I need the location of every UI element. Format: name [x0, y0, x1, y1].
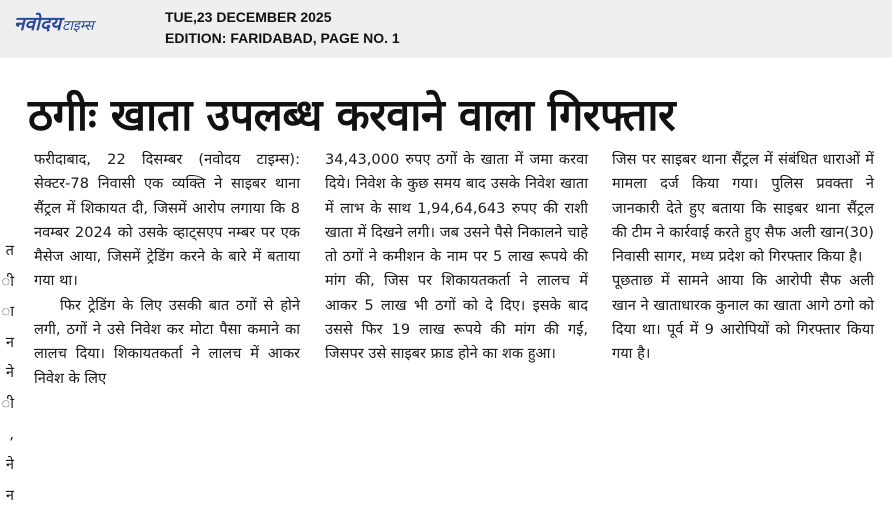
logo-sub-text: टाइम्स — [62, 18, 94, 34]
article-paragraph: 34,43,000 रुपए ठगों के खाता में जमा करवा दिये। निवेश के कुछ समय बाद उसके निवेश खाता में लाभ के साथ 1,94,64,643 रुपए की राशी खाता में दिखने लगी। जब उसने पैसे निकालने चाहे तो ठगों ने कमीशन के नाम पर 5 लाख रूपये की मांग की, जिस पर शिकायतकर्ता ने लालच में आकर 5 लाख भी ठगों को दे दिए। इसके बाद उससे फिर 19 लाख रूपये की मांग की गई, जिसपर उसे साइबर फ्राड होने का शक हुआ। — [325, 151, 588, 363]
article-headline: ठगीः खाता उपलब्ध करवाने वाला गिरफ्तार — [28, 90, 676, 141]
edge-fragment: न — [5, 486, 14, 504]
article-paragraph: फरीदाबाद, 22 दिसम्बर (नवोदय टाइम्स): सेक्टर-78 निवासी एक व्यक्ति ने साइबर थाना सैंट्रल में शिकायत दी, जिसमें आरोप लगाया कि 8 नवम्बर 2024 को उसके व्हाट्सएप नम्बर पर एक मैसेज आया, जिसमें ट्रेडिंग करने के बारे में बताया गया था। — [34, 151, 300, 290]
article-column-1 — [34, 148, 300, 391]
edge-fragment: ा — [1, 303, 14, 321]
article-paragraph: फिर ट्रेडिंग के लिए उसकी बात ठगों से होने लगी, ठगों ने उसे निवेश कर मोटा पैसा कमाने का लालच दिया। शिकायतकर्ता ने लालच में आकर निवेश के लिए — [34, 296, 300, 387]
edge-fragment: , — [9, 425, 14, 443]
article-paragraph: पूछताछ में सामने आया कि आरोपी सैफ अली खान ने खाताधारक कुनाल का खाता आगे ठगो को दिया था। पूर्व में 9 आरोपियों को गिरफ्तार किया गया है। — [612, 272, 874, 363]
adjacent-article-fragment — [0, 236, 14, 511]
edge-fragment: ी — [1, 272, 14, 290]
article-column-3 — [612, 148, 874, 367]
masthead-bar — [0, 0, 892, 58]
edition-info — [165, 7, 400, 49]
date-line: TUE,23 DECEMBER 2025 — [165, 9, 332, 25]
article-column-2 — [325, 148, 588, 367]
newspaper-logo — [14, 10, 94, 36]
logo-main-text: नवोदय — [14, 13, 62, 35]
edge-fragment: ी — [1, 394, 14, 412]
article-paragraph: जिस पर साइबर थाना सैंट्रल में संबंधित धाराओं में मामला दर्ज किया गया। पुलिस प्रवक्ता ने जानकारी देते हुए बताया कि साइबर थाना सैंट्रल की टीम ने कार्रवाई करते हुए सैफ अली खान(30) निवासी सागर, मध्य प्रदेश को गिरफ्तार किया है। — [612, 151, 874, 266]
edge-fragment: ने — [5, 364, 14, 382]
edge-fragment: ने — [5, 456, 14, 474]
edition-line: EDITION: FARIDABAD, PAGE NO. 1 — [165, 30, 400, 46]
edge-fragment: त — [5, 242, 14, 259]
edge-fragment: न — [5, 333, 14, 351]
